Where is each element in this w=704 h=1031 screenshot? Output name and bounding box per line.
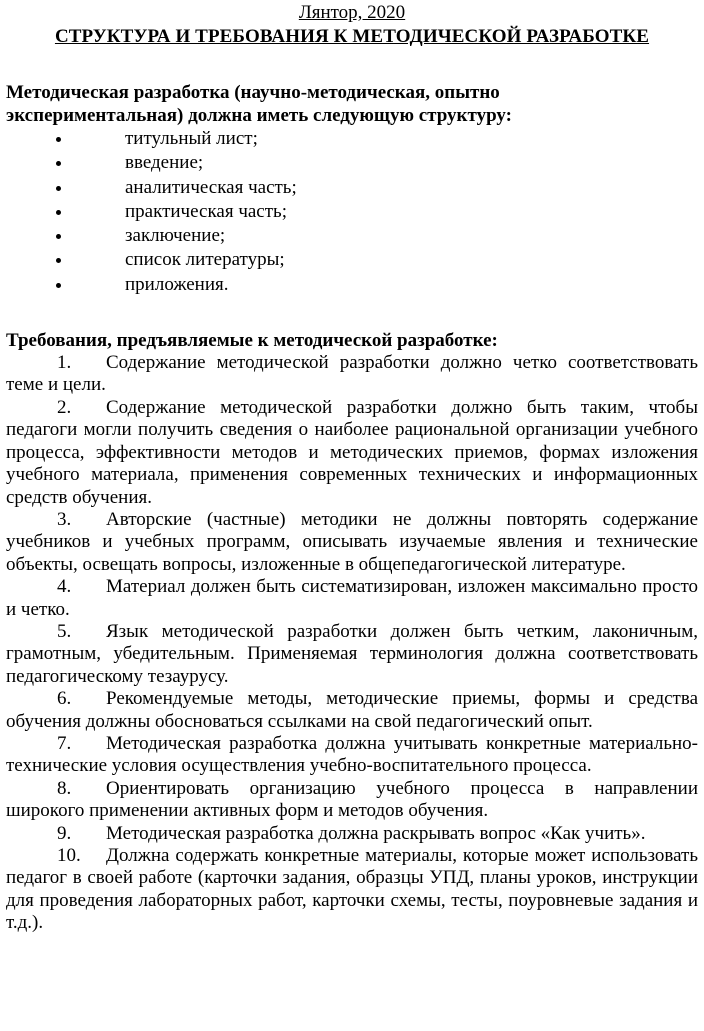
structure-heading-line-2: экспериментальная) должна иметь следующую структуру: [6,105,512,126]
requirement-item [6,688,698,733]
list-item-text: заключение; [125,225,226,247]
bullet-icon [56,258,61,263]
structure-heading [6,81,698,127]
requirement-item [6,733,698,778]
requirement-text: Ориентировать организацию учебного процесса в направлении широкого применении активных форм и методов обучения. [6,777,698,822]
requirement-number: 5. [57,620,72,642]
requirement-number: 7. [57,732,72,754]
requirement-item [6,778,698,823]
requirement-text: Рекомендуемые методы, методические приемы, формы и средства обучения должны обосноваться ссылками на свой педагогический опыт. [6,688,698,732]
requirements-list [6,352,698,935]
requirement-number: 6. [57,688,72,710]
bullet-icon [56,210,61,215]
requirement-text: Материал должен быть систематизирован, изложен максимально просто и четко. [6,576,698,620]
requirement-text: Методическая разработка должна раскрывать вопрос «Как учить». [106,822,646,844]
list-item [6,127,698,151]
list-item [6,224,698,248]
requirement-item [6,621,698,688]
list-item [6,151,698,175]
requirement-text: Содержание методической разработки должно четко соответствовать теме и цели. [6,352,698,396]
list-item-text: практическая часть; [125,200,287,222]
requirement-number: 9. [57,822,72,844]
requirement-number: 2. [57,396,72,418]
place-year: Лянтор, 2020 [298,2,406,23]
bullet-icon [56,137,61,142]
structure-list [6,127,698,297]
requirement-item [6,352,698,397]
requirement-text: Методическая разработка должна учитывать конкретные материально-технические условия осуществления учебно-воспитательного процесса. [6,732,698,777]
requirement-item [6,509,698,576]
document-page [6,0,698,935]
requirement-text: Авторские (частные) методики не должны повторять содержание учебников и учебных программ, описывать изучаемые явления и технические объекты, освещать вопросы, изложенные в общепедагогической литературе. [6,508,698,575]
requirement-text: Язык методической разработки должен быть четким, лаконичным, грамотным, убедительным. Применяемая терминология должна соответствовать педагогическому тезаурусу. [6,620,698,687]
bullet-icon [56,161,61,166]
requirement-item [6,823,698,845]
requirement-item [6,576,698,621]
requirement-item [6,845,698,935]
requirement-text: Должна содержать конкретные материалы, которые может использовать педагог в своей работе (карточки задания, образцы УПД, планы уроков, инструкции для проведения лабораторных работ, карточки схемы, тесты, поуровневые задания и т.д.). [6,845,698,934]
requirement-number: 8. [57,777,72,799]
bullet-icon [56,283,61,288]
list-item-text: аналитическая часть; [125,176,297,198]
structure-heading-line-1: Методическая разработка (научно-методическая, опытно [6,82,500,103]
requirement-item [6,397,698,509]
list-item-text: приложения. [125,273,229,295]
requirement-number: 4. [57,576,72,598]
list-item [6,200,698,224]
bullet-icon [56,234,61,239]
requirements-heading: Требования, предъявляемые к методической разработке: [6,330,498,352]
requirement-number: 10. [57,845,81,867]
requirement-number: 3. [57,508,72,530]
list-item [6,176,698,200]
list-item-text: титульный лист; [125,128,258,149]
requirement-number: 1. [57,352,72,374]
document-title: СТРУКТУРА И ТРЕБОВАНИЯ К МЕТОДИЧЕСКОЙ РАЗРАБОТКЕ [54,26,650,47]
bullet-icon [56,186,61,191]
list-item-text: введение; [125,152,204,174]
requirement-text: Содержание методической разработки должно быть таким, чтобы педагоги могли получить сведения о наиболее рациональной организации учебного процесса, эффективности методов и методических приемов, формах изложения учебного материала, применения современных технических и информационных средств обучения. [6,396,698,508]
list-item [6,273,698,297]
list-item [6,248,698,272]
list-item-text: список литературы; [125,249,285,271]
